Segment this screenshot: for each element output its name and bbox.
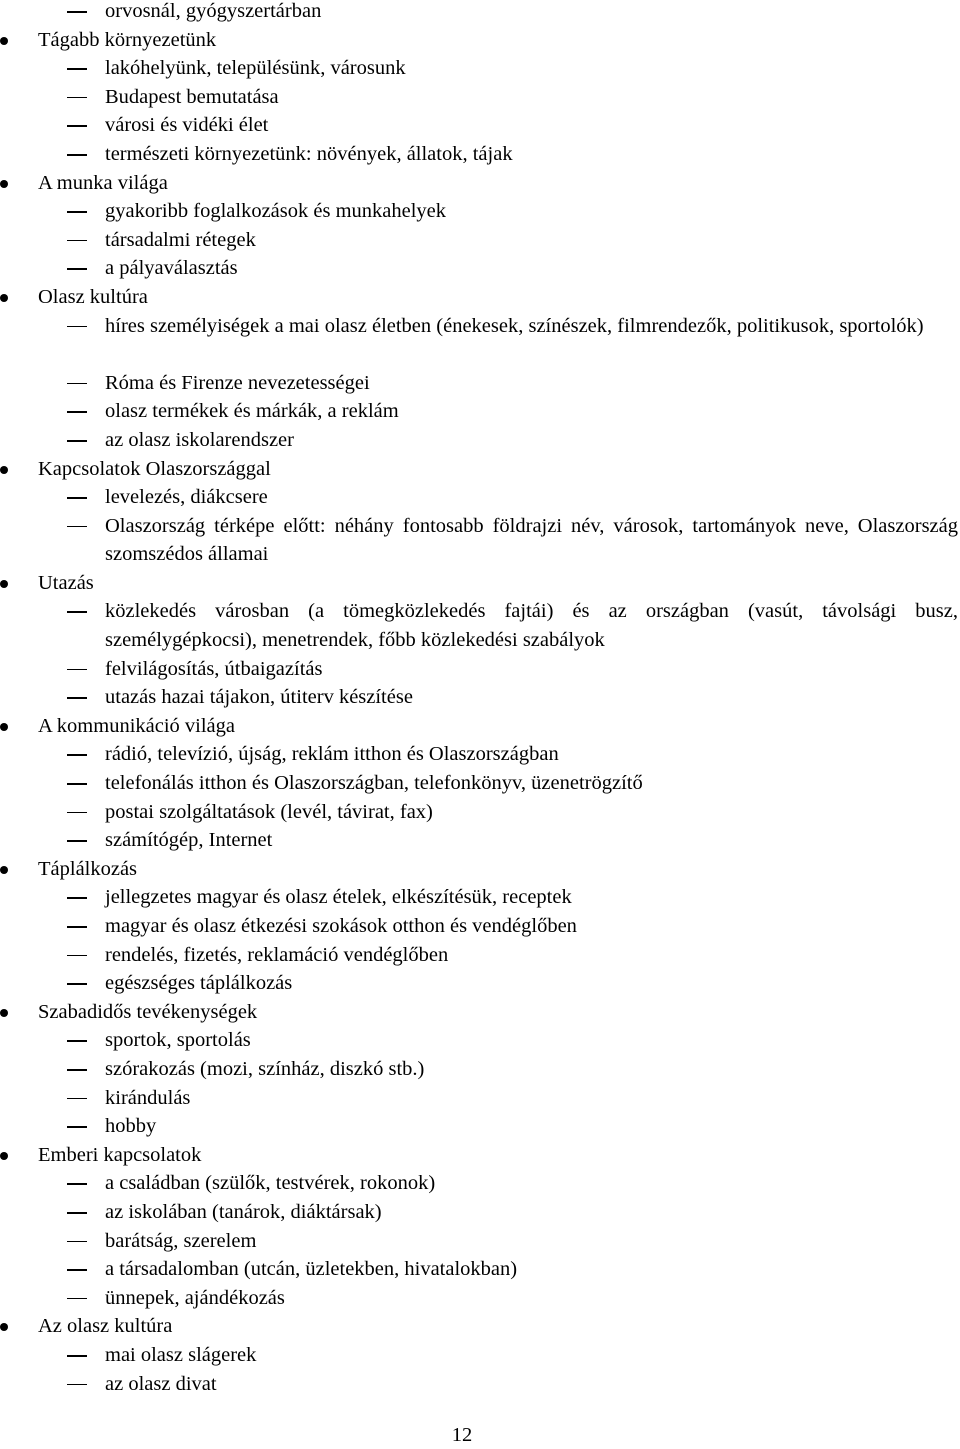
list-item-text: számítógép, Internet — [105, 829, 273, 852]
list-item-text: közlekedés városban (a tömegközlekedés fajtái) és az országban (vasút, távolsági busz, személygépkocsi), menetrendek, főbb közlekedési szabályok — [105, 600, 958, 652]
list-item — [0, 312, 960, 369]
dash-marker — [67, 669, 87, 671]
list-item-text: ünnepek, ajándékozás — [105, 1286, 285, 1309]
bullet-marker — [0, 466, 8, 474]
list-item — [0, 655, 960, 684]
list-item-text: a családban (szülők, testvérek, rokonok) — [105, 1172, 436, 1195]
section-heading-text: Olasz kultúra — [38, 285, 148, 308]
list-item-text: sportok, sportolás — [105, 1029, 251, 1052]
list-item-text: az olasz divat — [105, 1372, 217, 1395]
section-heading — [0, 855, 960, 884]
dash-marker — [67, 1355, 87, 1357]
list-item-text: mai olasz slágerek — [105, 1343, 257, 1366]
list-item — [0, 483, 960, 512]
list-item-text: az iskolában (tanárok, diáktársak) — [105, 1200, 382, 1223]
list-item — [0, 683, 960, 712]
bullet-marker — [0, 294, 8, 302]
bullet-marker — [0, 180, 8, 188]
list-item-text: Olaszország térképe előtt: néhány fontosabb földrajzi név, városok, tartományok neve, Olaszország szomszédos államai — [105, 514, 958, 566]
dash-marker — [67, 926, 87, 928]
list-item-text: kirándulás — [105, 1086, 191, 1109]
list-item — [0, 140, 960, 169]
dash-marker — [67, 1126, 87, 1128]
dash-marker — [67, 68, 87, 70]
dash-marker — [67, 240, 87, 242]
list-item — [0, 769, 960, 798]
list-item-text: hobby — [105, 1115, 157, 1138]
bullet-marker — [0, 723, 8, 731]
list-item-text: a társadalomban (utcán, üzletekben, hivatalokban) — [105, 1258, 518, 1281]
dash-marker — [67, 440, 87, 442]
list-item-text: egészséges táplálkozás — [105, 972, 293, 995]
list-item-text: olasz termékek és márkák, a reklám — [105, 400, 399, 423]
bullet-marker — [0, 580, 8, 588]
list-item — [0, 1112, 960, 1141]
list-item-text: barátság, szerelem — [105, 1229, 257, 1252]
section-heading — [0, 283, 960, 312]
dash-marker — [67, 812, 87, 814]
dash-marker — [67, 1098, 87, 1100]
list-item-text: telefonálás itthon és Olaszországban, telefonkönyv, üzenetrögzítő — [105, 772, 643, 795]
dash-marker — [67, 1212, 87, 1214]
dash-marker — [67, 897, 87, 899]
list-item — [0, 0, 960, 26]
list-item — [0, 597, 960, 654]
list-item-text: a pályaválasztás — [105, 257, 238, 280]
page-number: 12 — [451, 1424, 473, 1446]
list-item — [0, 1084, 960, 1113]
list-item — [0, 740, 960, 769]
dash-marker — [67, 955, 87, 957]
dash-marker — [67, 526, 87, 528]
list-item — [0, 1055, 960, 1084]
section-heading-text: Kapcsolatok Olaszországgal — [38, 457, 271, 480]
list-item — [0, 826, 960, 855]
list-item — [0, 111, 960, 140]
dash-marker — [67, 125, 87, 127]
dash-marker — [67, 1269, 87, 1271]
list-item — [0, 254, 960, 283]
list-item-text: felvilágosítás, útbaigazítás — [105, 657, 323, 680]
list-item-text: Budapest bemutatása — [105, 85, 279, 108]
dash-marker — [67, 1040, 87, 1042]
list-item — [0, 512, 960, 569]
list-item-text: gyakoribb foglalkozások és munkahelyek — [105, 200, 447, 223]
dash-marker — [67, 840, 87, 842]
section-heading-text: Emberi kapcsolatok — [38, 1143, 202, 1166]
section-heading-text: Szabadidős tevékenységek — [38, 1000, 258, 1023]
dash-marker — [67, 497, 87, 499]
dash-marker — [67, 97, 87, 99]
bullet-marker — [0, 37, 8, 45]
list-item — [0, 912, 960, 941]
list-item-text: rádió, televízió, újság, reklám itthon és Olaszországban — [105, 743, 559, 766]
section-heading — [0, 998, 960, 1027]
section-heading-text: Tágabb környezetünk — [38, 28, 217, 51]
list-item-text: az olasz iskolarendszer — [105, 428, 294, 451]
list-item — [0, 426, 960, 455]
list-item — [0, 1198, 960, 1227]
dash-marker — [67, 411, 87, 413]
dash-marker — [67, 326, 87, 328]
section-heading-text: A kommunikáció világa — [38, 714, 235, 737]
dash-marker — [67, 383, 87, 385]
dash-marker — [67, 1183, 87, 1185]
list-item — [0, 1169, 960, 1198]
list-item-text: híres személyiségek a mai olasz életben (énekesek, színészek, filmrendezők, politikusok, sportolók) — [105, 314, 924, 337]
bullet-marker — [0, 866, 8, 874]
bullet-marker — [0, 1009, 8, 1017]
list-item-text: városi és vidéki élet — [105, 114, 269, 137]
section-heading — [0, 169, 960, 198]
list-item-text: levelezés, diákcsere — [105, 486, 268, 509]
dash-marker — [67, 211, 87, 213]
list-item-text: orvosnál, gyógyszertárban — [105, 0, 322, 22]
list-item-text: rendelés, fizetés, reklamáció vendéglőben — [105, 943, 449, 966]
list-item-text: magyar és olasz étkezési szokások otthon és vendéglőben — [105, 915, 577, 937]
list-item-text: természeti környezetünk: növények, állatok, tájak — [105, 142, 513, 165]
list-item — [0, 369, 960, 398]
dash-marker — [67, 1241, 87, 1243]
list-item — [0, 1370, 960, 1399]
list-item — [0, 397, 960, 426]
dash-marker — [67, 983, 87, 985]
section-heading — [0, 569, 960, 598]
list-item-text: társadalmi rétegek — [105, 228, 256, 251]
list-item-text: szórakozás (mozi, színház, diszkó stb.) — [105, 1057, 425, 1080]
section-heading-text: Táplálkozás — [38, 857, 138, 880]
dash-marker — [67, 1069, 87, 1071]
dash-marker — [67, 754, 87, 756]
dash-marker — [67, 154, 87, 156]
section-heading — [0, 1141, 960, 1170]
list-item — [0, 1341, 960, 1370]
dash-marker — [67, 1384, 87, 1386]
dash-marker — [67, 268, 87, 270]
list-item — [0, 226, 960, 255]
list-item-text: Róma és Firenze nevezetességei — [105, 371, 370, 394]
dash-marker — [67, 1298, 87, 1300]
list-item-text: lakóhelyünk, településünk, városunk — [105, 57, 406, 80]
list-item-text: jellegzetes magyar és olasz ételek, elkészítésük, receptek — [105, 886, 572, 909]
section-heading — [0, 455, 960, 484]
section-heading — [0, 712, 960, 741]
list-item — [0, 1284, 960, 1313]
list-item — [0, 83, 960, 112]
list-item — [0, 1255, 960, 1284]
list-item — [0, 798, 960, 827]
list-item — [0, 1227, 960, 1256]
list-item — [0, 941, 960, 970]
section-heading — [0, 26, 960, 55]
section-heading — [0, 1312, 960, 1341]
section-heading-text: Utazás — [38, 571, 94, 594]
bullet-marker — [0, 1152, 8, 1160]
list-item-text: postai szolgáltatások (levél, távirat, fax) — [105, 800, 433, 823]
list-item — [0, 1026, 960, 1055]
section-heading-text: A munka világa — [38, 171, 168, 194]
section-heading-text: Az olasz kultúra — [38, 1315, 173, 1338]
list-item — [0, 883, 960, 912]
list-item — [0, 969, 960, 998]
bullet-marker — [0, 1323, 8, 1331]
dash-marker — [67, 611, 87, 613]
list-item-text: utazás hazai tájakon, útiterv készítése — [105, 686, 413, 709]
dash-marker — [67, 697, 87, 699]
dash-marker — [67, 11, 87, 13]
list-item — [0, 197, 960, 226]
dash-marker — [67, 783, 87, 785]
list-item — [0, 54, 960, 83]
